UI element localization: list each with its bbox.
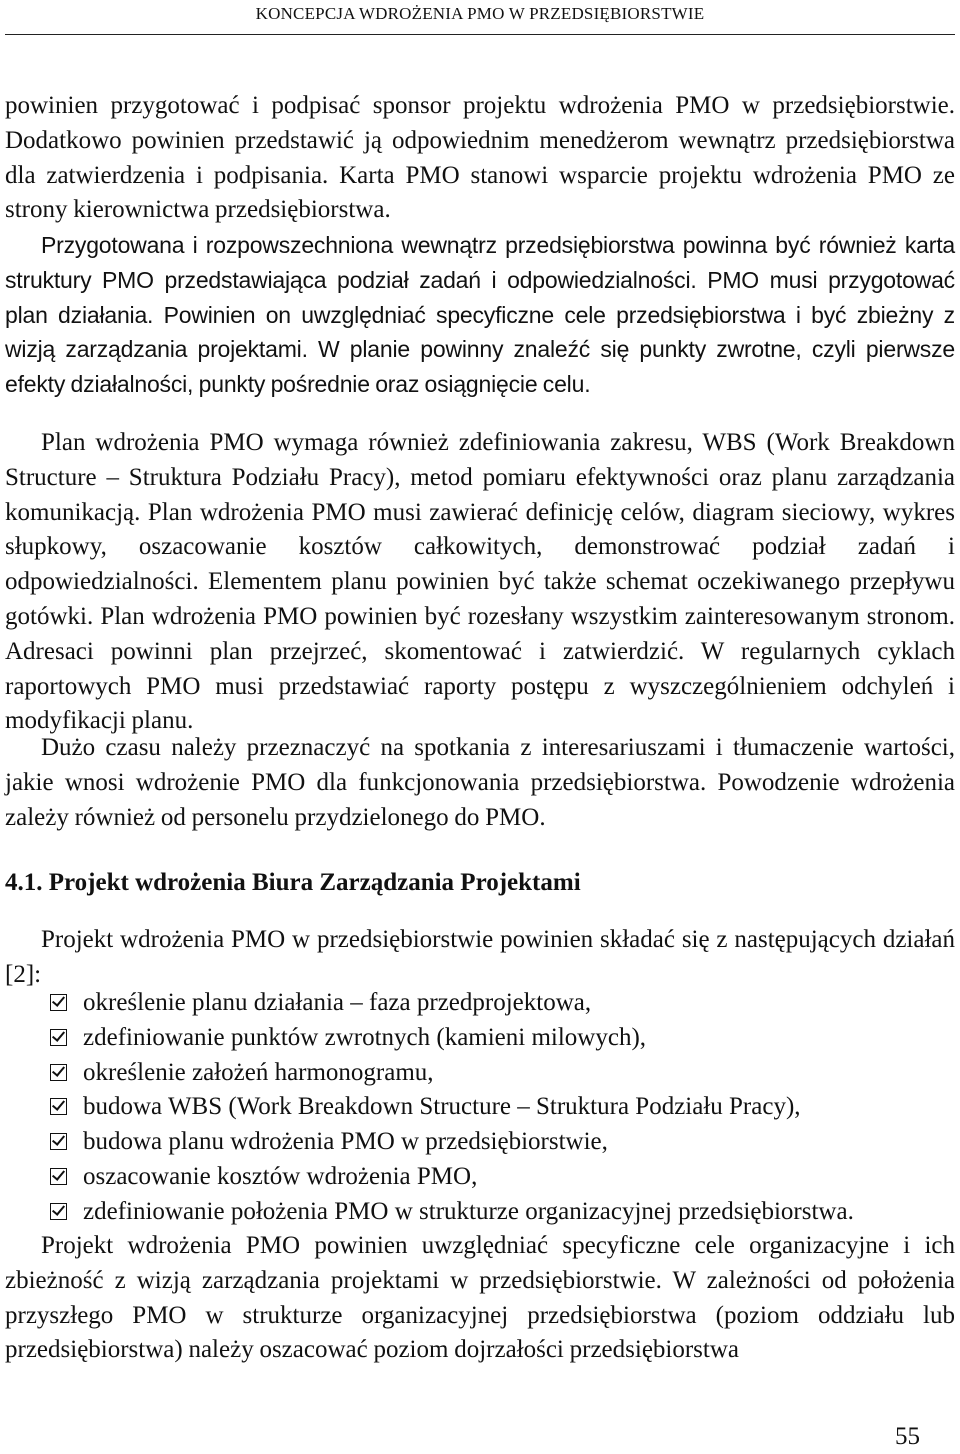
checklist-item-text: zdefiniowanie punktów zwrotnych (kamieni milowych),: [83, 1023, 647, 1051]
checklist-item-text: określenie planu działania – faza przedprojektowa,: [83, 989, 592, 1016]
checklist-item-text: budowa planu wdrożenia PMO w przedsiębiorstwie,: [83, 1128, 608, 1156]
checklist-item: [5, 1090, 955, 1125]
checklist-item: [5, 986, 955, 1021]
paragraph-5: Projekt wdrożenia PMO w przedsiębiorstwie powinien składać się z następujących działań [2]:: [5, 926, 955, 988]
page-number: 55: [895, 1423, 920, 1450]
paragraph-3: Plan wdrożenia PMO wymaga również zdefiniowania zakresu, WBS (Work Breakdown Structure – Struktura Podziału Pracy), metod pomiaru efektywności oraz planu zarządzania komunikacją. Plan wdrożenia PMO musi zawierać definicję celów, diagram sieciowy, wykres słupkowy, oszacowanie kosztów całkowitych, demonstrować podział zadań i odpowiedzialności. Elementem planu powinien być także schemat oczekiwanego przepływu gotówki. Plan wdrożenia PMO powinien być rozesłany wszystkim zainteresowanym stronom. Adresaci powinni plan przejrzeć, skomentować i zatwierdzić. W regularnych cyklach raportowych PMO musi przedstawiać raporty postępu z wyszczególnieniem odchyleń i modyfikacji planu.: [5, 429, 955, 735]
checklist-item: [5, 1160, 955, 1195]
checklist-item: [5, 1195, 955, 1230]
checkbox-checked-icon: [50, 994, 67, 1011]
checklist-item-text: budowa WBS (Work Breakdown Structure – Struktura Podziału Pracy),: [83, 1093, 801, 1121]
paragraph-2: Przygotowana i rozpowszechniona wewnątrz przedsiębiorstwa powinna być również karta struktury PMO przedstawiająca podział zadań i odpowiedzialności. PMO musi przygotować plan działania. Powinien on uwzględniać specyficzne cele przedsiębiorstwa i być zbieżny z wizją zarządzania projektami. W planie powinny znaleźć się punkty zwrotne, czyli pierwsze efekty działalności, punkty pośrednie oraz osiągnięcie celu.: [5, 232, 955, 398]
paragraph-1: powinien przygotować i podpisać sponsor projektu wdrożenia PMO w przedsiębiorstwie. Dodatkowo powinien przedstawić ją odpowiednim menedżerom wewnątrz przedsiębiorstwa dla zatwierdzenia i podpisania. Karta PMO stanowi wsparcie projektu wdrożenia PMO ze strony kierownictwa przedsiębiorstwa.: [5, 92, 955, 224]
checkbox-checked-icon: [50, 1029, 67, 1046]
checkbox-checked-icon: [50, 1168, 67, 1185]
header-rule: [5, 34, 955, 35]
checklist-item: [5, 1056, 955, 1091]
paragraph-6: Projekt wdrożenia PMO powinien uwzględniać specyficzne cele organizacyjne i ich zbieżność z wizją zarządzania projektami w przedsiębiorstwie. W zależności od położenia przyszłego PMO w strukturze organizacyjnej przedsiębiorstwa (poziom oddziału lub przedsiębiorstwa) należy oszacować poziom dojrzałości przedsiębiorstwa: [5, 1232, 955, 1364]
checkbox-checked-icon: [50, 1098, 67, 1115]
paragraph-4: Dużo czasu należy przeznaczyć na spotkania z interesariuszami i tłumaczenie wartości, jakie wnosi wdrożenie PMO dla funkcjonowania przedsiębiorstwa. Powodzenie wdrożenia zależy również od personelu przydzielonego do PMO.: [5, 734, 955, 831]
checklist-item-text: zdefiniowanie położenia PMO w strukturze organizacyjnej przedsiębiorstwa.: [83, 1197, 854, 1225]
section-heading: 4.1. Projekt wdrożenia Biura Zarządzania Projektami: [5, 869, 581, 896]
activity-checklist: [5, 986, 955, 1230]
checkbox-checked-icon: [50, 1133, 67, 1150]
running-header: KONCEPCJA WDROŻENIA PMO W PRZEDSIĘBIORSTWIE: [255, 4, 705, 23]
checklist-item: [5, 1125, 955, 1160]
checkbox-checked-icon: [50, 1064, 67, 1081]
checklist-item-text: oszacowanie kosztów wdrożenia PMO,: [83, 1162, 478, 1190]
checklist-item: [5, 1021, 955, 1056]
checklist-item-text: określenie założeń harmonogramu,: [83, 1058, 434, 1086]
checkbox-checked-icon: [50, 1203, 67, 1220]
